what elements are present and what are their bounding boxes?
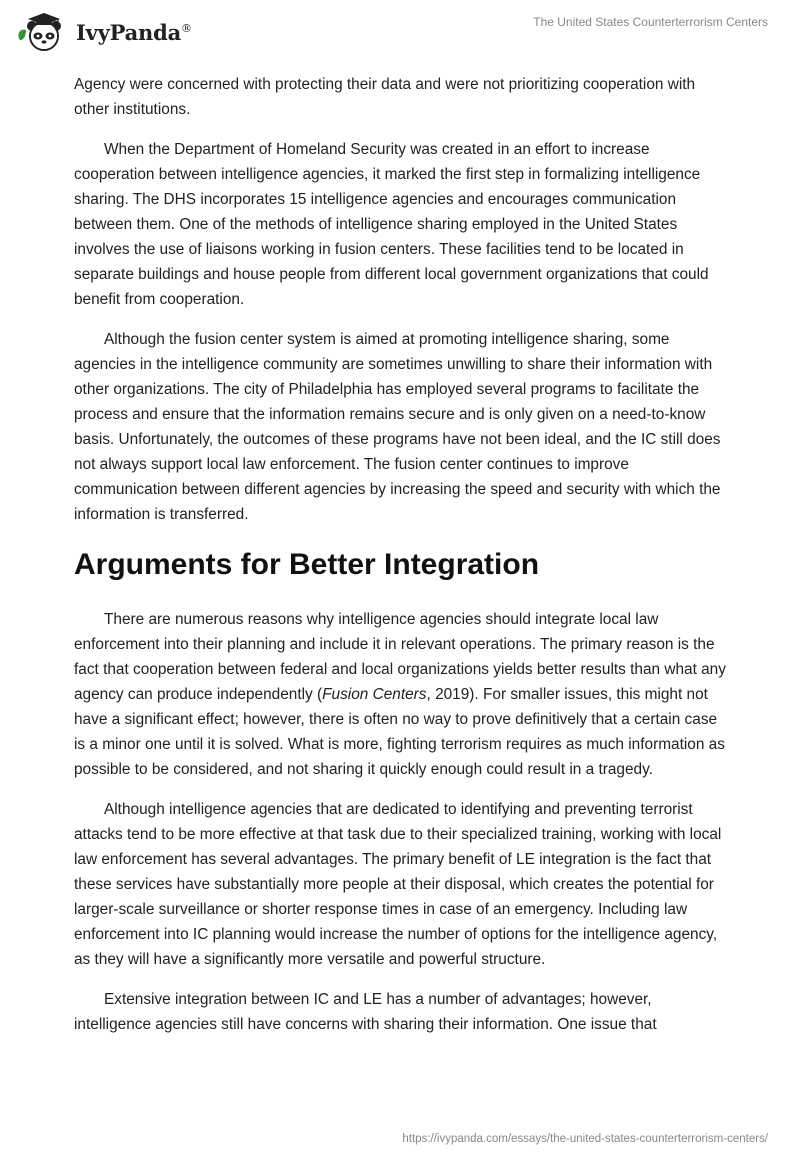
citation: Fusion Centers: [322, 686, 427, 703]
paragraph: When the Department of Homeland Security was created in an effort to increase cooperation between intelligence agencies, it marked the first step in formalizing intelligence sharing. The DHS incorporates 15 intelligence agencies and encourages communication between them. One of the methods of intelligence sharing employed in the United States involves the use of liaisons working in fusion centers. These facilities tend to be located in separate buildings and house people from different local government organizations that could benefit from cooperation.: [74, 141, 709, 308]
paragraph: Extensive integration between IC and LE has a number of advantages; however, intelligence agencies still have concerns with sharing their information. One issue that: [74, 991, 657, 1033]
paragraph: Although the fusion center system is aimed at promoting intelligence sharing, some agencies in the intelligence community are sometimes unwilling to share their information with other organizations. The city of Philadelphia has employed several programs to facilitate the process and ensure that the information remains secure and is only given on a need-to-know basis. Unfortunately, the outcomes of these programs have not been ideal, and the IC still does not always support local law enforcement. The fusion center continues to improve communication between different agencies by increasing the speed and security with which the information is transferred.: [74, 331, 721, 523]
panda-graduate-icon: [14, 10, 70, 54]
source-url[interactable]: https://ivypanda.com/essays/the-united-states-counterterrorism-centers/: [402, 1133, 768, 1145]
paragraph: There are numerous reasons why intelligence agencies should integrate local law enforcement into their planning and include it in relevant operations. The primary reason is the fact that cooperation between federal and local organizations yields better results than what any agency can produce independently (Fusion Centers, 2019). For smaller issues, this might not have a significant effect; however, there is often no way to prove definitively that a certain case is a minor one until it is solved. What is more, fighting terrorism requires as much information as possible to be considered, and not sharing it quickly enough could result in a tragedy.: [74, 611, 726, 778]
brand-name: IvyPanda®: [76, 19, 192, 45]
paragraph: Agency were concerned with protecting their data and were not prioritizing cooperation with other institutions.: [74, 76, 696, 118]
document-title: The United States Counterterrorism Centers: [533, 15, 768, 29]
section-heading: Arguments for Better Integration: [74, 548, 540, 581]
essay-body: [74, 72, 726, 1052]
page-header: [0, 0, 800, 70]
paragraph: Although intelligence agencies that are dedicated to identifying and preventing terrorist attacks tend to be more effective at that task due to their specialized training, working with local law enforcement has several advantages. The primary benefit of LE integration is the fact that these services have substantially more people at their disposal, which creates the potential for larger-scale surveillance or shorter response times in case of an emergency. Including law enforcement into IC planning would increase the number of options for the intelligence agency, as they will have a significantly more versatile and powerful structure.: [74, 801, 722, 968]
ivypanda-logo[interactable]: [14, 10, 192, 54]
